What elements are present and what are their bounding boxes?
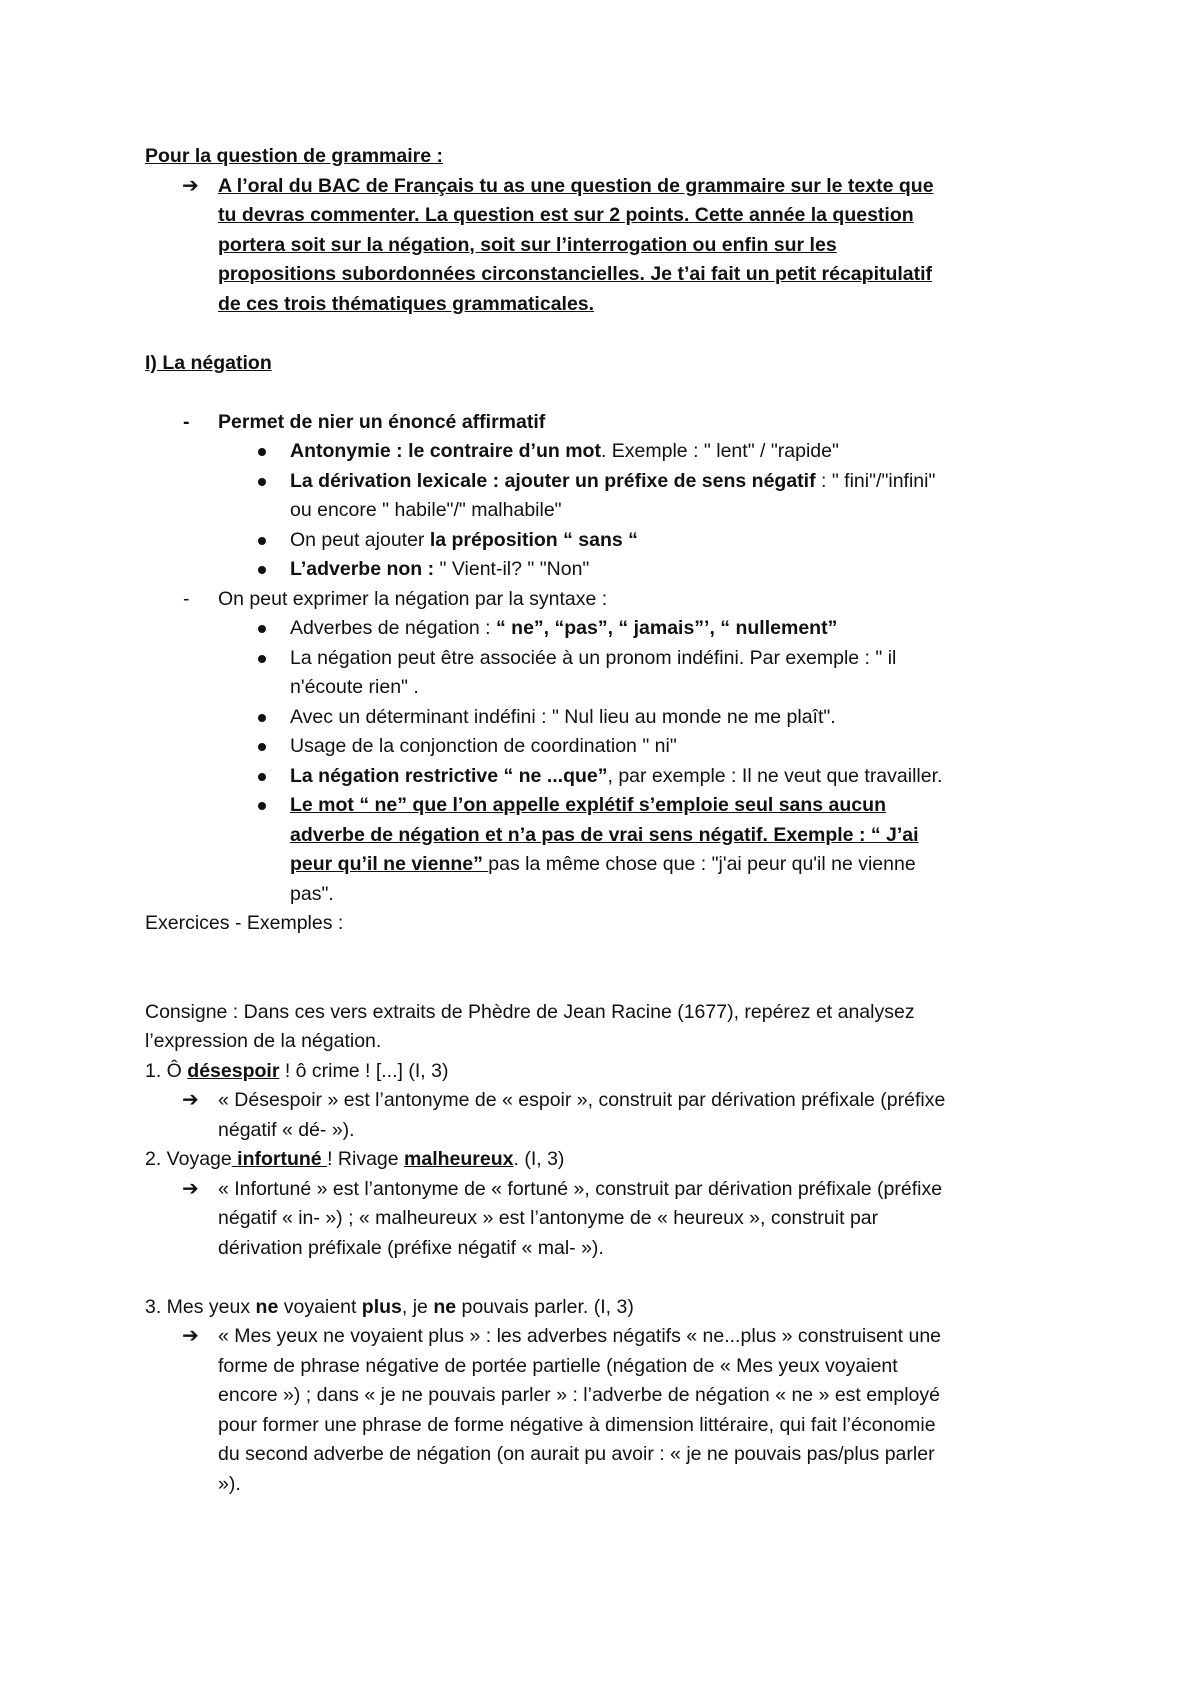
group-label: On peut exprimer la négation par la syntaxe : [218,587,608,610]
group-label: Permet de nier un énoncé affirmatif [218,410,546,433]
group-heading [145,408,1065,438]
verse-text: pouvais parler. (I, 3) [456,1295,634,1318]
bullet-icon [258,714,266,722]
item-text: Avec un déterminant indéfini : " Nul lieu au monde ne me plaît". [290,705,836,728]
verse-keyword: ne [255,1295,279,1318]
answer-line: forme de phrase négative de portée partielle (négation de « Mes yeux voyaient [218,1354,898,1377]
list-item [145,555,1065,585]
verse-text: ! Rivage [327,1148,405,1170]
answer-line: encore ») ; dans « je ne pouvais parler » : l’adverbe de négation « ne » est employé [218,1384,940,1406]
item-text: pas la même chose que : "j'ai peur qu'il ne vienne [488,853,916,875]
verse-keyword: désespoir [187,1059,280,1082]
document-body [145,142,1065,1499]
item-bold: L’adverbe non : [290,558,435,580]
arrow-right-icon: ➔ [182,174,199,197]
answer-line: « Désespoir » est l’antonyme de « espoir », construit par dérivation préfixale (préfixe [218,1089,946,1111]
list-item [145,614,1065,644]
item-text: : " fini"/"infini" [815,469,936,492]
verse-keyword: ne [433,1295,457,1318]
list-item [145,762,1065,792]
arrow-right-icon: ➔ [182,1089,199,1111]
item-bold: peur qu’il ne vienne” [290,853,489,875]
instruction-line: Consigne : Dans ces vers extraits de Phèdre de Jean Racine (1677), repérez et analysez [145,1000,915,1023]
item-text: pas". [290,882,334,905]
intro-line: portera soit sur la négation, soit sur l’interrogation ou enfin sur les [218,233,837,256]
verse-text: voyaient [278,1295,362,1318]
list-item [145,732,1065,762]
verse-text: 3. Mes yeux [145,1295,256,1318]
exercise-3-answer [145,1322,1065,1499]
exercise-2-answer [145,1175,1065,1264]
item-bold: “ ne”, “pas”, “ jamais”’, “ nullement” [495,617,838,639]
dash-icon: - [183,410,190,433]
bullet-icon [258,625,266,633]
item-text: Adverbes de négation : [290,617,496,639]
section-title: I) La négation [145,351,272,374]
group-heading [145,585,1065,615]
intro-line: de ces trois thématiques grammaticales. [218,292,595,315]
verse-text: . (I, 3) [513,1148,565,1170]
exercise-2 [145,1145,1065,1175]
item-text: La négation peut être associée à un pronom indéfini. Par exemple : " il [290,646,897,669]
item-text: On peut ajouter [290,528,430,551]
exercise-1-answer [145,1086,1065,1145]
verse-text: ! ô crime ! [...] (I, 3) [279,1059,449,1082]
item-bold: La négation restrictive “ ne ...que” [290,764,608,787]
verse-text: 2. Voyage [145,1148,232,1170]
list-item [145,644,1065,703]
list-item [145,467,1065,526]
item-bold: La dérivation lexicale : ajouter un préfixe de sens négatif [290,469,816,492]
dash-icon: - [183,587,190,610]
answer-line: pour former une phrase de forme négative à dimension littéraire, qui fait l’économie [218,1413,936,1436]
arrow-right-icon: ➔ [182,1325,199,1347]
answer-line: « Mes yeux ne voyaient plus » : les adverbes négatifs « ne...plus » construisent une [218,1325,942,1347]
item-bold: adverbe de négation et n’a pas de vrai sens négatif. Exemple : “ J’ai [290,823,919,846]
bullet-icon [258,802,266,810]
verse-text: , je [401,1295,434,1318]
bullet-icon [258,448,266,456]
item-text: Usage de la conjonction de coordination " ni" [290,735,677,757]
answer-line: du second adverbe de négation (on aurait pu avoir : « je ne pouvais pas/plus parler [218,1443,935,1465]
verse-text: 1. Ô [145,1059,188,1082]
verse-keyword: plus [361,1295,402,1318]
intro-line: propositions subordonnées circonstancielles. Je t’ai fait un petit récapitulatif [218,263,933,285]
answer-line: négatif « in- ») ; « malheureux » est l’antonyme de « heureux », construit par [218,1207,879,1229]
exercise-3 [145,1293,1065,1323]
verse-keyword: malheureux [404,1148,514,1170]
bullet-icon [258,478,266,486]
bullet-icon [258,773,266,781]
answer-line: négatif « dé- »). [218,1118,355,1141]
list-item [145,437,1065,467]
exercise-1 [145,1057,1065,1087]
bullet-icon [258,537,266,545]
verse-keyword: infortuné [231,1148,328,1170]
instruction-line: l’expression de la négation. [145,1030,382,1052]
item-text: . Exemple : " lent" / "rapide" [600,440,839,462]
list-item [145,791,1065,909]
bullet-icon [258,655,266,663]
intro-line: A l’oral du BAC de Français tu as une question de grammaire sur le texte que [218,174,934,197]
bullet-icon [258,566,266,574]
answer-line: « Infortuné » est l’antonyme de « fortuné », construit par dérivation préfixale (préfixe [218,1177,943,1200]
answer-line: »). [218,1472,241,1495]
item-bold: Le mot “ ne” que l’on appelle explétif s’emploie seul sans aucun [290,794,886,816]
item-bold: Antonymie : le contraire d’un mot [290,440,601,462]
exercise-instruction [145,998,1065,1057]
intro-heading: Pour la question de grammaire : [145,145,443,167]
bullet-icon [258,743,266,751]
item-text: ou encore " habile"/" malhabile" [290,499,562,521]
list-item [145,526,1065,556]
list-item [145,703,1065,733]
intro-paragraph [145,172,1065,320]
arrow-right-icon: ➔ [182,1177,199,1200]
answer-line: dérivation préfixale (préfixe négatif « mal- »). [218,1236,604,1259]
item-text: " Vient-il? " "Non" [434,558,590,580]
exercises-title: Exercices - Exemples : [145,912,344,934]
item-text: , par exemple : Il ne veut que travailler. [607,764,943,787]
intro-line: tu devras commenter. La question est sur 2 points. Cette année la question [218,204,914,226]
item-text: n'écoute rien" . [290,676,419,698]
item-bold: la préposition “ sans “ [429,528,638,551]
